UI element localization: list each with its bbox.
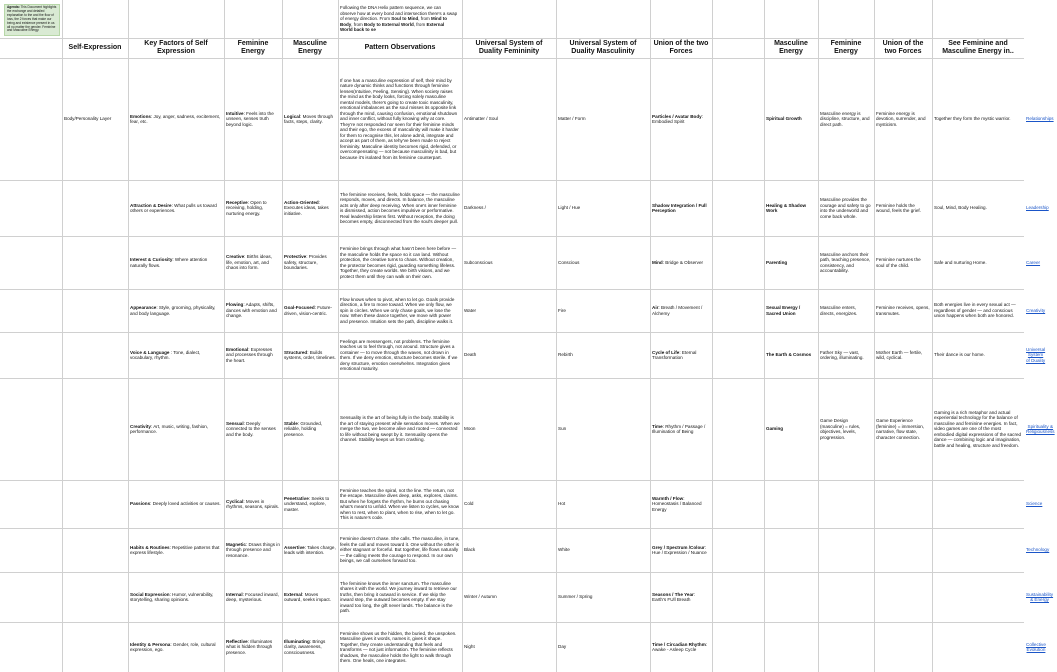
pattern-observation-cell <box>338 180 462 236</box>
feminine-energy-2: Mother Earth — fertile, wild, cyclical. <box>876 349 923 360</box>
layer-cell <box>62 289 128 332</box>
masculine-trait: Penetrative <box>284 495 309 501</box>
universal-masculinity: Hot <box>558 501 566 507</box>
union-text: : Homeostasis / Balanced Energy <box>652 495 702 512</box>
union-title: Particles / Avatar Body <box>652 113 702 119</box>
feminine-energy-cell <box>224 622 282 672</box>
universal-masculinity-cell <box>556 572 650 622</box>
key-factor-title: Interest & Curiosity <box>130 257 173 262</box>
union-cell <box>650 180 712 236</box>
universal-femininity-cell <box>462 58 556 180</box>
feminine-energy-2-cell <box>874 332 932 378</box>
masculine-energy-2-cell <box>818 236 874 289</box>
union-title: Shadow Integration / Full Perception <box>652 202 707 213</box>
key-factor-cell <box>128 528 224 572</box>
masculine-energy-cell <box>282 236 338 289</box>
link-cell[interactable] <box>1024 180 1051 236</box>
feminine-energy-cell <box>224 289 282 332</box>
link-cell[interactable] <box>1024 622 1048 672</box>
theme-label: Parenting <box>766 259 788 265</box>
union-2: Safe and nurturing Home. <box>934 259 987 265</box>
link-cell[interactable] <box>1024 332 1047 378</box>
universal-masculinity-cell <box>556 480 650 528</box>
pattern-observation: Feminine shows us the hidden, the buried, the unspoken. Masculine gives it words, names it, gives it shape. Together, they create understanding that feels and transforms — not just information. The feminine reflects shadows, the masculine holds the light to walk through them. One heals, one integrates. <box>340 630 457 663</box>
link-cell[interactable] <box>1024 572 1055 622</box>
feminine-text: : Draws things in through presence and resonance. <box>226 541 280 558</box>
layer-cell <box>62 378 128 480</box>
feminine-energy-2-cell <box>874 180 932 236</box>
feminine-energy-cell <box>224 58 282 180</box>
pattern-observation: The feminine knows the inner sanctum. The masculine shares it with the world. We journey inward to retrieve our truths, then bring it outward in service. If we skip the inward step, the outward becomes empty. If we stay inward too long, the gift never lands. The balance is the path. <box>340 580 457 613</box>
pattern-observation: Flow knows when to pivot, when to let go. Goals provide direction, a fire to move toward. When we only flow, we spin in circles. When we only chase goals, we lose the now. When these dance together, we move with power and presence. Intuition sets the path, discipline walks it. <box>340 296 455 324</box>
link-cell[interactable] <box>1024 289 1047 332</box>
union-title: Time <box>652 423 663 429</box>
key-factor-title: Social Expression <box>130 591 170 597</box>
pattern-observation-cell <box>338 332 462 378</box>
theme-cell <box>764 332 818 378</box>
pattern-observation-cell <box>338 528 462 572</box>
universal-masculinity: Day <box>558 644 567 650</box>
layer-cell <box>62 180 128 236</box>
topic-link[interactable]: Science <box>1026 501 1043 507</box>
masculine-energy-2-cell <box>818 332 874 378</box>
union-2-cell <box>932 332 1024 378</box>
universal-masculinity: Summer / Spring <box>558 594 593 600</box>
union-2-cell <box>932 236 1024 289</box>
feminine-trait: Flowing <box>226 302 244 308</box>
header-see-link: See Feminine and Masculine Energy in.. <box>942 40 1014 55</box>
pattern-observation: Feminine teaches the spiral, not the line. The return, not the escape. Masculine dives deep, asks, explores, claims. But when he forgets the rhythm, he burns out chasing what's meant to unfold. When we listen to cycles, we know when to rest, when to plant, when to rise, when to let go. This is nature's code. <box>340 487 460 520</box>
feminine-trait: Reflective <box>226 638 248 644</box>
topic-link[interactable]: Relationships <box>1026 116 1054 122</box>
theme-cell <box>764 236 818 289</box>
universal-masculinity-cell <box>556 236 650 289</box>
feminine-text: : Deeply connected to the senses and the body. <box>226 420 276 437</box>
masculine-text: : Brings clarity, awareness, consciousness. <box>284 638 326 655</box>
masculine-trait: Stable <box>284 420 298 426</box>
masculine-energy-2-cell <box>818 289 874 332</box>
feminine-text: : Focused inward, deep, mysterious. <box>226 591 279 602</box>
link-cell[interactable] <box>1024 480 1044 528</box>
feminine-trait: Magnetic <box>226 541 246 547</box>
topic-link[interactable]: Spirituality & Religiousness <box>1026 423 1055 434</box>
union-2: Soul, Mind, Body Healing. <box>934 205 987 211</box>
universal-femininity: Black <box>464 547 476 553</box>
pattern-observation: Feminine doesn't chase. She calls. The masculine, in tune, feels the call and moves toward it. One without the other is either stagnant or forceful. But together, life flows naturally — the calling meets the courage to respond. In our own beings, we call ourselves forward too. <box>340 536 460 564</box>
universal-femininity: Subconscious <box>464 259 493 265</box>
universal-femininity-cell <box>462 236 556 289</box>
theme-cell <box>764 622 818 672</box>
key-factor-text: : What pulls us toward others or experiences. <box>130 202 217 213</box>
link-cell[interactable] <box>1024 528 1051 572</box>
link-cell[interactable] <box>1024 58 1056 180</box>
union-2: Together they form the mystic warrior. <box>934 116 1011 122</box>
union-2: Gaming is a rich metaphor and actual experiential technology for the balance of masculine and feminine energies. In fact, video games are one of the most embodied digital expressions of the sacred dance — combining logic and imagination, battle and healing, structure and freedom. <box>934 409 1022 448</box>
key-factor-cell <box>128 332 224 378</box>
universal-masculinity-cell <box>556 332 650 378</box>
masculine-energy-cell <box>282 332 338 378</box>
masculine-energy-2-cell <box>818 572 874 622</box>
masculine-trait: Action-Oriented <box>284 199 319 205</box>
key-factor-text: : Repetitive patterns that express lifestyle. <box>130 544 220 555</box>
feminine-energy-2: Feminine energy is devotion, surrender, and mysticism. <box>876 110 926 127</box>
key-factor-title: Appearance <box>130 305 157 310</box>
union-2-cell <box>932 378 1024 480</box>
masculine-energy-cell <box>282 622 338 672</box>
union-2-cell <box>932 180 1024 236</box>
union-cell <box>650 378 712 480</box>
union-2-cell <box>932 480 1024 528</box>
masculine-energy-cell <box>282 480 338 528</box>
layer-cell <box>62 236 128 289</box>
header-key-factors: Key Factors of Self Expression <box>144 40 208 55</box>
union-cell <box>650 58 712 180</box>
feminine-energy-cell <box>224 378 282 480</box>
universal-femininity: Night <box>464 644 475 650</box>
universal-masculinity-cell <box>556 622 650 672</box>
masculine-energy-2: Game Design (masculine) = rules, objectives, levels, progression. <box>820 418 861 440</box>
key-factor-title: Voice & Language <box>130 349 170 355</box>
masculine-text: : Builds systems, order, timelines. <box>284 349 336 360</box>
feminine-trait: Emotional <box>226 346 249 352</box>
grid-row-line <box>0 38 1024 39</box>
feminine-energy-2-cell <box>874 236 932 289</box>
topic-link[interactable]: Universal System of Duality <box>1026 346 1046 363</box>
topic-link[interactable]: Sustainability & Energy <box>1026 591 1054 602</box>
masculine-trait: Assertive <box>284 544 305 550</box>
masculine-energy-2-cell <box>818 180 874 236</box>
union-cell <box>650 622 712 672</box>
key-factor-title: Identity & Persona <box>130 641 171 647</box>
pattern-observation-cell <box>338 236 462 289</box>
feminine-energy-2-cell <box>874 572 932 622</box>
theme-label: Gaming <box>766 426 784 432</box>
union-title: Time / Circadian Rhythm <box>652 641 706 647</box>
pattern-observation-cell <box>338 289 462 332</box>
pattern-observation-cell <box>338 622 462 672</box>
layer-cell <box>62 332 128 378</box>
union-cell <box>650 572 712 622</box>
union-2-cell <box>932 58 1024 180</box>
key-factor-cell <box>128 480 224 528</box>
masculine-energy-2: Masculine anchors their path, teaching presence, consistency, and accountability. <box>820 251 871 273</box>
key-factor-text: : Art, music, writing, fashion, performance. <box>130 423 209 434</box>
masculine-text: : Executes ideas, takes initiative. <box>284 199 329 216</box>
union-2: Their dance is our home. <box>934 352 985 358</box>
masculine-trait: Logical <box>284 113 301 119</box>
universal-masculinity: Light / Hue <box>558 205 581 211</box>
universal-femininity: Darkness / <box>464 205 486 211</box>
feminine-trait: Sensual <box>226 420 244 426</box>
key-factor-cell <box>128 180 224 236</box>
universal-masculinity: Sun <box>558 426 567 432</box>
key-factor-text: : Deeply loved activities or causes. <box>150 501 221 507</box>
header-union: Union of the two Forces <box>653 40 709 55</box>
link-cell[interactable] <box>1024 378 1057 480</box>
union-text: : Bridge & Observer <box>662 259 704 265</box>
masculine-text: : Moves outward, seeks impact. <box>284 591 331 602</box>
union-text: : Awake - Asleep Cycle <box>652 641 708 652</box>
topic-link[interactable]: Creativity <box>1026 307 1046 313</box>
key-factor-cell <box>128 572 224 622</box>
universal-femininity-cell <box>462 289 556 332</box>
universal-masculinity: Matter / Form <box>558 116 586 122</box>
pattern-observation: The feminine receives, feels, holds space — the masculine responds, moves, and directs. In balance, the masculine acts only after deep receiving. When one's inner feminine is dismissed, action becomes impulsive or performative. Real leadership listens first. Without reception, the doing becomes empty, disconnected from the soul's deeper pull. <box>340 191 460 224</box>
universal-masculinity-cell <box>556 528 650 572</box>
feminine-text: : Feels into the unseen, senses truth beyond logic. <box>226 110 274 127</box>
feminine-trait: Cyclical <box>226 498 244 504</box>
feminine-energy-cell <box>224 528 282 572</box>
feminine-energy-2-cell <box>874 622 932 672</box>
masculine-trait: External <box>284 591 303 597</box>
layer-cell <box>62 528 128 572</box>
universal-masculinity: Rebirth <box>558 352 573 358</box>
feminine-trait: Receptive <box>226 199 248 205</box>
header-masculine-energy: Masculine Energy <box>293 40 327 55</box>
key-factor-title: Attraction & Desire <box>130 202 172 208</box>
feminine-text: : Open to receiving, holding, nurturing energy. <box>226 199 267 216</box>
universal-masculinity: White <box>558 547 570 553</box>
feminine-text: : Expresses and processes through the heart. <box>226 346 273 363</box>
masculine-energy-2: Father Sky — vast, ordering, illuminating. <box>820 349 864 360</box>
union-title: Grey / Spectrum /Colour <box>652 544 705 550</box>
masculine-text: : Takes charge, leads with intention. <box>284 544 336 555</box>
universal-femininity-cell <box>462 332 556 378</box>
key-factor-cell <box>128 58 224 180</box>
union-cell <box>650 332 712 378</box>
topic-link[interactable]: Collective Evolution <box>1026 641 1046 652</box>
feminine-energy-2: Feminine holds the wound, feels the grief. <box>876 202 921 213</box>
universal-masculinity-cell <box>556 58 650 180</box>
layer-cell <box>62 58 128 180</box>
pattern-observation: If one has a masculine expression of self, their mind by nature dynamic thinks and functions through feminine lenses(Intuitive, Feeling, Sensing). When society raises the mind as the body looks, forcing solely masculine mental models, there's going to create toxic masculinity, emotional imbalances as the soul misses its opposite link through the mind, causing confusion, emotional shutdown and inner conflict, without fully knowing why at core. They're not responded nor seen for their feminine minds and their ego, the excess of masculinity will make it harder for them to recognise this, let alone admit, integrate and accept as part of them, as tehy've been made to reject femininity. Masculine identity becomes rigid, defended, or overcompensating — not because masculinity is bad, but because it's isolated from its feminine counterpart. <box>340 77 459 160</box>
union-cell <box>650 480 712 528</box>
pattern-observation-cell <box>338 58 462 180</box>
feminine-trait: Internal <box>226 591 243 597</box>
union-title: Cycle of Life <box>652 349 680 355</box>
universal-femininity: Death <box>464 352 477 358</box>
layer-label: Body/Personality Layer <box>64 116 112 122</box>
theme-cell <box>764 572 818 622</box>
masculine-energy-cell <box>282 180 338 236</box>
topic-link[interactable]: Leadership <box>1026 205 1049 211</box>
universal-masculinity-cell <box>556 289 650 332</box>
universal-femininity: Winter / Autumn <box>464 594 497 600</box>
layer-cell <box>62 622 128 672</box>
theme-cell <box>764 528 818 572</box>
theme-label: Sexual Energy / Sacred Union <box>766 305 801 316</box>
theme-label: The Earth & Cosmos <box>766 352 812 358</box>
masculine-trait: Protective <box>284 254 307 260</box>
pattern-observation: Feminine brings through what hasn't been here before — the masculine holds the space so it can land. Without protection, the creative turns to chaos. Without creation, the protector becomes rigid, guarding something lifeless. Together, they create worlds. We birth visions, and we protect them until they can walk on their own. <box>340 246 457 279</box>
masculine-text: : Future-driven, vision-centric. <box>284 305 332 316</box>
agenda-text: This Document highlights the exchange and detailed explanation to the and the flow of loss, the 2 forces that make our being and existence present in us all no matter the gender. Feminine and Masculine Energy. <box>7 5 57 33</box>
pattern-observation-cell <box>338 572 462 622</box>
theme-cell <box>764 480 818 528</box>
feminine-energy-2: Game Experience (feminine) = immersion, narrative, flow state, character connection. <box>876 418 925 440</box>
feminine-energy-cell <box>224 480 282 528</box>
union-text: : Embodied Spirit <box>652 113 703 124</box>
masculine-energy-2-cell <box>818 622 874 672</box>
universal-masculinity-cell <box>556 180 650 236</box>
key-factor-cell <box>128 289 224 332</box>
masculine-energy-2-cell <box>818 58 874 180</box>
union-title: Warmth / Flow <box>652 495 684 501</box>
universal-masculinity: Fire <box>558 307 566 313</box>
masculine-energy-2-cell <box>818 528 874 572</box>
union-cell <box>650 236 712 289</box>
feminine-energy-2: Feminine receives, opens, transmutes. <box>876 305 930 316</box>
feminine-text: : Moves in rhythms, seasons, spirals. <box>226 498 280 509</box>
header-universal-masculinity: Universal System of Duality Masculinity <box>569 40 637 55</box>
layer-cell <box>62 480 128 528</box>
pattern-observation-cell <box>338 378 462 480</box>
feminine-energy-2-cell <box>874 289 932 332</box>
masculine-energy-2-cell <box>818 480 874 528</box>
feminine-energy-cell <box>224 572 282 622</box>
union-2-cell <box>932 572 1024 622</box>
key-factor-cell <box>128 236 224 289</box>
header-self-expression: Self-Expression <box>68 44 122 51</box>
topic-link[interactable]: Technology <box>1026 547 1050 553</box>
union-text: : Breath / Movement / Alchemy <box>652 305 703 316</box>
key-factor-title: Emotions <box>130 113 151 119</box>
header-union-2: Union of the two Forces <box>882 40 924 55</box>
agenda-label: Agenda: <box>7 5 20 9</box>
layer-cell <box>62 572 128 622</box>
theme-label: Spiritual Growth <box>766 116 802 122</box>
feminine-energy-2-cell <box>874 378 932 480</box>
masculine-trait: Goal-Focused <box>284 305 315 310</box>
universal-femininity: Moon <box>464 426 476 432</box>
universal-femininity-cell <box>462 528 556 572</box>
universal-masculinity-cell <box>556 378 650 480</box>
feminine-energy-2-cell <box>874 58 932 180</box>
union-title: Seasons / The Year <box>652 591 694 597</box>
universal-femininity-cell <box>462 378 556 480</box>
feminine-energy-2: Feminine nurtures the soul of the child. <box>876 257 921 268</box>
union-2: Both energies live in every sexual act — regardless of gender — and conscious union happens when both are honored. <box>934 302 1016 319</box>
union-text: : Eternal Transformation <box>652 349 697 360</box>
header-universal-femininity: Universal System of Duality Femininity <box>475 40 543 55</box>
universal-femininity-cell <box>462 180 556 236</box>
masculine-text: : Provides safety, structure, boundaries. <box>284 254 327 271</box>
feminine-energy-cell <box>224 236 282 289</box>
pattern-observation-cell <box>338 480 462 528</box>
key-factor-text: : Joy, anger, sadness, excitement, fear, etc. <box>130 113 221 124</box>
key-factor-title: Passions <box>130 501 151 507</box>
union-2-cell <box>932 289 1024 332</box>
pattern-observation: Sensuality is the art of being fully in the body. Stability is the art of staying present while sensation moves. When we merge the two, we become alive and rooted — connected to life without being swept by it. Sensuality opens the channel. Stability keeps us from crashing. <box>340 415 460 443</box>
theme-cell <box>764 58 818 180</box>
key-factor-text: : Where attention naturally flows. <box>130 257 208 268</box>
key-factor-text: : Tone, dialect, vocabulary, rhythm. <box>130 349 201 360</box>
feminine-text: : Births ideas, life, emotion, art, and chaos into form. <box>226 254 272 271</box>
masculine-energy-2-cell <box>818 378 874 480</box>
feminine-energy-2-cell <box>874 528 932 572</box>
key-factor-title: Creativity <box>130 423 151 429</box>
feminine-trait: Creative <box>226 254 245 260</box>
key-factor-cell <box>128 622 224 672</box>
link-cell[interactable] <box>1024 236 1042 289</box>
key-factor-cell <box>128 378 224 480</box>
masculine-energy-2: Masculine provides the courage and safety to go into the underworld and come back whole. <box>820 197 871 219</box>
theme-cell <box>764 180 818 236</box>
masculine-trait: Illuminating <box>284 638 310 644</box>
masculine-energy-cell <box>282 378 338 480</box>
intro-text: Following the DNA Helix pattern sequence, we can observe how at every bond and intersection there's a swap of energy direction. From Soul to Mind, from Mind to Body, from Body to External World, from External World back to se <box>340 5 458 33</box>
key-factor-text: : Gender, role, cultural expression, ego. <box>130 641 216 652</box>
key-factor-text: : Humor, vulnerability, storytelling, sharing opinions. <box>130 591 214 602</box>
feminine-text: : Illuminates what is hidden through presence. <box>226 638 273 655</box>
masculine-energy-cell <box>282 58 338 180</box>
header-pattern-observations: Pattern Observations <box>364 44 436 51</box>
masculine-energy-2: Masculine enters, directs, energizes. <box>820 305 858 316</box>
topic-link[interactable]: Career <box>1026 259 1041 265</box>
feminine-energy-2-cell <box>874 480 932 528</box>
theme-cell <box>764 378 818 480</box>
key-factor-title: Habits & Routines <box>130 544 170 550</box>
pattern-observation: Feelings are messengers, not problems. The feminine teaches us to feel through, not around. Structure gives a container — to move through the waves, not drown in them. If we deny emotion, structure becomes sterile. If we deny structure, emotion overwhelms. Integration gives emotional maturity. <box>340 338 458 371</box>
theme-label: Healing & Shadow Work <box>766 202 807 213</box>
union-text: : Hue / Expression / Nuance <box>652 544 707 555</box>
union-title: Mind <box>652 259 663 265</box>
header-masculine-energy-2: Masculine Energy <box>774 40 808 55</box>
union-cell <box>650 528 712 572</box>
feminine-energy-cell <box>224 332 282 378</box>
masculine-trait: Structured <box>284 349 308 355</box>
masculine-energy-cell <box>282 572 338 622</box>
universal-femininity-cell <box>462 622 556 672</box>
universal-femininity: Antimatter / Soul <box>464 116 498 122</box>
union-title: Air <box>652 305 659 310</box>
universal-femininity: Cold <box>464 501 474 507</box>
universal-femininity-cell <box>462 572 556 622</box>
universal-femininity-cell <box>462 480 556 528</box>
union-text: : Earth's FUll Breath <box>652 591 696 602</box>
masculine-energy-cell <box>282 289 338 332</box>
masculine-text: : Seeks to understand, explore, master. <box>284 495 330 512</box>
union-text: : Rhythm / Passage / Illumination of Being <box>652 423 706 434</box>
masculine-energy-cell <box>282 528 338 572</box>
universal-femininity: Water <box>464 307 477 313</box>
masculine-energy-2: Masculine energy is discipline, structure, and direct path. <box>820 110 870 127</box>
masculine-text: : Grounded, reliable, holding presence. <box>284 420 323 437</box>
agenda-note <box>4 4 60 36</box>
masculine-text: : Moves through facts, steps, clarity. <box>284 113 334 124</box>
key-factor-text: : Style, grooming, physicality, and body language. <box>130 305 216 316</box>
union-2-cell <box>932 528 1024 572</box>
header-feminine-energy: Feminine Energy <box>237 40 269 55</box>
feminine-text: : Adapts, shifts, dances with emotion and change. <box>226 302 277 319</box>
header-feminine-energy-2: Feminine Energy <box>830 40 862 55</box>
union-cell <box>650 289 712 332</box>
feminine-trait: Intuitive <box>226 110 244 116</box>
theme-cell <box>764 289 818 332</box>
universal-masculinity: Conscious <box>558 259 580 265</box>
union-2-cell <box>932 622 1024 672</box>
feminine-energy-cell <box>224 180 282 236</box>
